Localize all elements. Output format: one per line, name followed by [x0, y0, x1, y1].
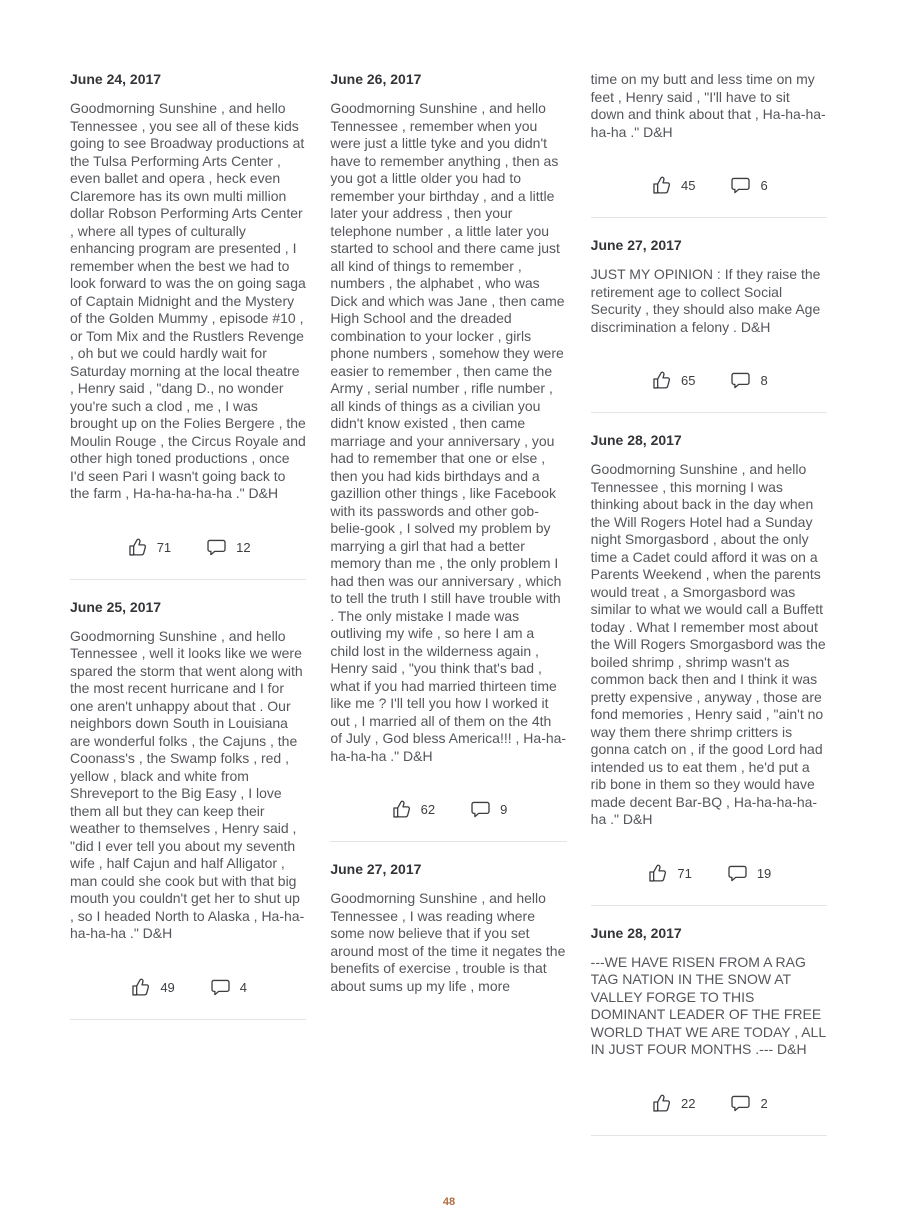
- post-stats: [330, 799, 566, 820]
- like-count: 22: [680, 1095, 696, 1111]
- comment-icon: [729, 175, 752, 196]
- post-separator: [591, 217, 827, 218]
- thumbs-up-icon: [390, 799, 413, 820]
- column-3: [591, 71, 827, 1155]
- post-date: June 27, 2017: [330, 861, 422, 877]
- page-number: 48: [442, 1196, 456, 1208]
- like-stat: [129, 977, 174, 998]
- like-stat: [126, 537, 171, 558]
- post-body: Goodmorning Sunshine , and hello Tennessee , well it looks like we were spared the storm that went along with the most recent hurricane and I for one aren't unhappy about that . Our neighbors down South in Louisiana are wonderful folks , the Cajuns , the Coonass's , the Swamp folks , red , yellow , black and white from Shreveport to the Big Easy , I love them all but they can keep their weather to themselves , Henry said , "did I ever tell you about my seventh wife , half Cajun and half Alligator , man could she cook but with that big mouth you couldn't get her to shut up , so I headed North to Alaska , Ha-ha-ha-ha-ha ." D&H: [70, 627, 305, 941]
- post: [591, 237, 827, 413]
- like-count: 62: [420, 802, 436, 817]
- post-stats: [591, 1093, 827, 1114]
- like-count: 65: [680, 373, 696, 388]
- post-date: June 27, 2017: [590, 237, 682, 253]
- comment-count: 4: [239, 979, 248, 995]
- post-stats: [70, 977, 306, 998]
- like-stat: [650, 175, 695, 196]
- column-1: [70, 71, 306, 1039]
- post-body: time on my butt and less time on my feet , Henry said , "I'll have to sit down and think about that , Ha-ha-ha-ha-ha ." D&H: [590, 71, 826, 140]
- like-stat: [646, 863, 691, 884]
- thumbs-up-icon: [646, 863, 669, 884]
- post-body: Goodmorning Sunshine , and hello Tennessee , you see all of these kids going to see Broadway productions at the Tulsa Performing Arts Center , even ballet and opera , heck even Claremore has its own multi million dollar Robson Performing Arts Center , where all types of culturally enhancing program are presented , I remember when the best we had to look forward to was the on going saga of Captain Midnight and the Mystery of the Golden Mummy , episode #10 , or Tom Mix and the Rustlers Revenge , oh but we could hardly wait for Saturday morning at the local theatre , Henry said , "dang D., no wonder you're such a clod , me , I was brought up on the Folies Bergere , the Moulin Rouge , the Circus Royale and other high toned productions , once I'd seen Pari I wasn't going back to the farm , Ha-ha-ha-ha-ha ." D&H: [70, 100, 306, 501]
- thumbs-up-icon: [650, 175, 673, 196]
- post-date: June 24, 2017: [70, 71, 162, 87]
- comment-count: 2: [760, 1095, 768, 1111]
- comment-count: 8: [760, 373, 768, 388]
- comment-icon: [205, 537, 228, 558]
- comment-count: 6: [760, 178, 768, 193]
- thumbs-up-icon: [129, 977, 152, 998]
- post: [330, 71, 566, 842]
- like-count: 71: [156, 539, 172, 555]
- post-separator: [70, 1019, 306, 1020]
- post: [70, 599, 306, 1020]
- post-date: June 26, 2017: [330, 71, 422, 87]
- comment-icon: [209, 977, 232, 998]
- post-stats: [591, 863, 827, 884]
- post: [70, 71, 306, 580]
- comment-stat: [726, 863, 771, 884]
- comment-count: 19: [756, 865, 772, 881]
- post-separator: [591, 412, 827, 413]
- post-separator: [330, 841, 566, 842]
- like-count: 71: [677, 865, 692, 881]
- comment-count: 9: [500, 802, 508, 817]
- like-count: 49: [160, 979, 175, 995]
- post-date: June 28, 2017: [590, 432, 682, 448]
- post-stats: [591, 175, 827, 196]
- post-separator: [70, 579, 306, 580]
- comment-count: 12: [236, 539, 251, 555]
- comment-stat: [469, 799, 507, 820]
- comment-icon: [729, 370, 752, 391]
- thumbs-up-icon: [650, 370, 673, 391]
- comment-stat: [729, 370, 767, 391]
- post-date: June 25, 2017: [70, 598, 162, 615]
- post-separator: [591, 905, 827, 906]
- post-date: June 28, 2017: [590, 924, 682, 941]
- post-body: ---WE HAVE RISEN FROM A RAG TAG NATION IN THE SNOW AT VALLEY FORGE TO THIS DOMINANT LEADER OF THE FREE WORLD THAT WE ARE TODAY , ALL IN JUST FOUR MONTHS .--- D&H: [590, 953, 826, 1057]
- like-stat: [390, 799, 435, 820]
- like-stat: [650, 1093, 695, 1114]
- post-body: Goodmorning Sunshine , and hello Tennessee , I was reading where some now believe that if you set around most of the time it negates the benefits of exercise , trouble is that about sums up my life , more: [330, 890, 566, 994]
- comment-icon: [726, 863, 749, 884]
- comment-icon: [469, 799, 492, 820]
- post-stats: [70, 537, 306, 558]
- comment-icon: [729, 1093, 752, 1114]
- post: [591, 432, 827, 906]
- thumbs-up-icon: [650, 1093, 673, 1114]
- comment-stat: [209, 977, 247, 998]
- comment-stat: [729, 175, 767, 196]
- post-body: Goodmorning Sunshine , and hello Tennessee , remember when you were just a little tyke and you didn't have to remember anything , then as you got a little older you had to remember your birthday , and a little later your address , then your telephone number , a little later you started to school and there came just all kind of things to remember , numbers , the alphabet , who was Dick and which was Jane , then came High School and the dreaded combination to your locker , girls phone numbers , somehow they were easier to remember , then came the Army , serial number , rifle number , all kinds of things as a civilian you didn't know existed , then came marriage and your anniversary , you had to remember that one or else , then you had kids birthdays and a gazillion other things , like Facebook with its passwords and other gob-belie-gook , I solved my problem by marrying a girl that had a better memory than me , the only problem I had then was our anniversary , which to tell the truth I still have trouble with . The only mistake I made was outliving my wife , so here I am a child lost in the wilderness again , Henry said , "you think that's bad , what if you had married thirteen time like me ? I'll tell you how I worked it out , I married all of them on the 4th of July , God bless America!!! , Ha-ha-ha-ha-ha ." D&H: [330, 100, 567, 764]
- like-stat: [650, 370, 695, 391]
- comment-stat: [205, 537, 250, 558]
- post: [591, 925, 827, 1136]
- post-body: JUST MY OPINION : If they raise the retirement age to collect Social Security , they should also make Age discrimination a felony . D&H: [590, 266, 821, 335]
- post-separator: [591, 1135, 827, 1136]
- post-stats: [591, 370, 827, 391]
- comment-stat: [729, 1093, 767, 1114]
- like-count: 45: [680, 178, 696, 193]
- post-continued: [330, 861, 566, 995]
- post-continuation: [591, 71, 827, 218]
- thumbs-up-icon: [126, 537, 149, 558]
- column-2: [330, 71, 566, 1029]
- post-body: Goodmorning Sunshine , and hello Tennessee , this morning I was thinking about back in the day when the Will Rogers Hotel had a Sunday night Smorgasbord , about the only time a Cadet could afford it was on a Parents Weekend , when the parents would treat , a Smorgasbord was similar to what we would call a Buffett today . What I remember most about the Will Rogers Smorgasbord was the boiled shrimp , shrimp wasn't as common back then and I think it was pretty expensive , anyway , those are fond memories , Henry said , "ain't no way them there shrimp critters is gonna catch on , if the good Lord had intended us to eat them , he'd put a rib bone in them so they would have made decent Bar-BQ , Ha-ha-ha-ha-ha ." D&H: [590, 461, 826, 827]
- page-content: [70, 71, 827, 1155]
